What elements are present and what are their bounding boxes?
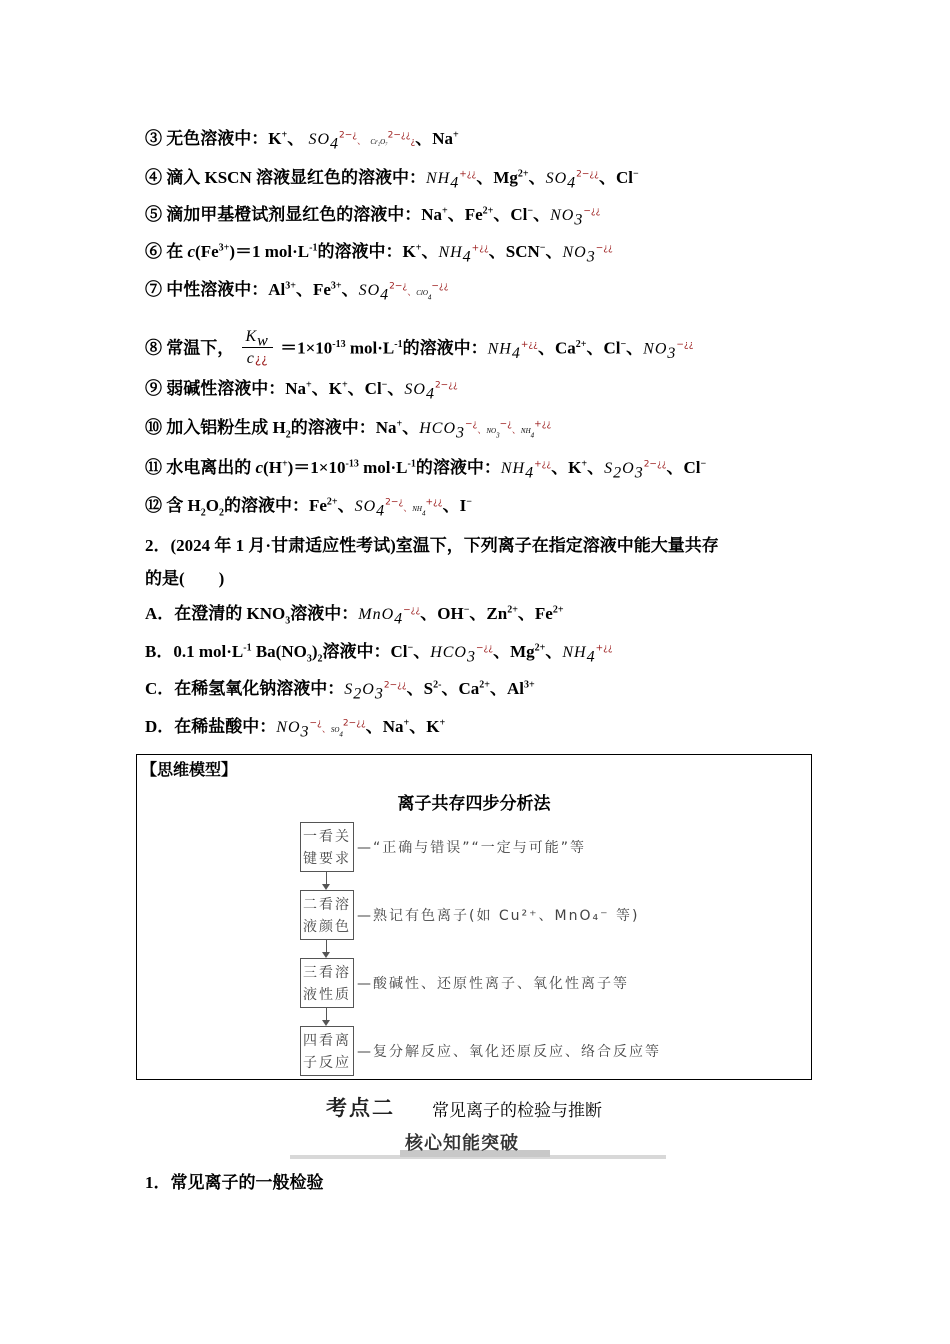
line-3: ③ 无色溶液中：K+、 $SO_4^{2-¿}$、 Cr₂O₇$^{2-¿¿}$¿、Na+ [145, 129, 459, 153]
subheading-1: 1．常见离子的一般检验 [145, 1173, 324, 1192]
core-heading: 核心知能突破 [405, 1133, 519, 1154]
step-1: 一看关 键要求 [300, 822, 354, 872]
line-10: ⑩ 加入铝粉生成 $H_2$的溶液中：Na+、$HCO_3^{-¿}$、$NO_3^{-¿}$、$NH_4^{+¿¿}$ [145, 418, 552, 442]
question-2-stem: 2．(2024 年 1 月·甘肃适应性考试)室温下，下列离子在指定溶液中能大量共存 [145, 536, 719, 555]
step-4: 四看离 子反应 [300, 1026, 354, 1076]
line-8: ⑧ 常温下， $\frac{K_w}{c¿¿}$ $=1\times 10^{-13}$ $mol\cdot L^{-1}$的溶液中：$NH_4^{+¿¿}$、$Ca^{2+}$、Cl−、$NO_3^{-¿¿}$ [145, 328, 694, 367]
step-3: 三看溶 液性质 [300, 958, 354, 1008]
line-5: ⑤ 滴加甲基橙试剂显红色的溶液中：Na+、$Fe^{2+}$、Cl−、$NO_3^{-¿¿}$ [145, 205, 601, 229]
step-4-desc: —复分解反应、氧化还原反应、络合反应等 [357, 1044, 661, 1060]
option-d: D．在稀盐酸中：$NO_3^{-¿}$、$SO_4^{2-¿¿}$、Na+、K+ [145, 717, 446, 741]
line-4: ④ 滴入 KSCN 溶液显红色的溶液中：$NH_4^{+¿¿}$、$Mg^{2+}$、$SO_4^{2-¿¿}$、Cl− [145, 168, 639, 192]
option-a: A．在澄清的 $KNO_3$溶液中：MnO$_4$−¿¿、OH−、$Zn^{2+}$、$Fe^{2+}$ [145, 604, 564, 628]
line-7: ⑦ 中性溶液中：$Al^{3+}$、$Fe^{3+}$、$SO_4^{2-¿}$、ClO$_4$−¿¿ [145, 280, 449, 304]
section-tag: 考点二 [326, 1096, 395, 1120]
line-11: ⑪ 水电离出的 $c(H^+)=1\times 10^{-13}$ $mol\cdot L^{-1}$的溶液中：$NH_4^{+¿¿}$、K+、$S_2O_3^{2-¿¿}$、Cl− [145, 458, 707, 482]
step-2: 二看溶 液颜色 [300, 890, 354, 940]
question-2-stem-cont: 的是( ) [145, 569, 225, 588]
step-2-desc: —熟记有色离子(如 Cu²⁺、MnO₄⁻ 等) [357, 908, 640, 924]
option-c: C．在稀氢氧化钠溶液中：$S_2O_3^{2-¿¿}$、$S^{2-}$、$Ca^{2+}$、$Al^{3+}$ [145, 679, 535, 703]
section-title: 常见离子的检验与推断 [432, 1101, 602, 1121]
step-1-desc: —“正确与错误”“一定与可能”等 [357, 840, 587, 856]
step-3-desc: —酸碱性、还原性离子、氧化性离子等 [357, 976, 629, 992]
option-b: B．0.1 $mol\cdot L^{-1}$ $Ba(NO_3)_2$溶液中：Cl−、$HCO_3^{-¿¿}$、$Mg^{2+}$、$NH_4^{+¿¿}$ [145, 642, 613, 666]
box-title: 离子共存四步分析法 [397, 794, 551, 814]
line-12: ⑫ 含 $H_2O_2$的溶液中：$Fe^{2+}$、$SO_4^{2-¿}$、$NH_4^{+¿¿}$、I− [145, 496, 472, 520]
line-9: ⑨ 弱碱性溶液中：Na+、K+、Cl−、$SO_4^{2-¿¿}$ [145, 379, 458, 403]
box-label: 【思维模型】 [141, 760, 238, 779]
line-6: ⑥ 在 $c(Fe^{3+})=1$ $mol\cdot L^{-1}$的溶液中：K+、$NH_4^{+¿¿}$、SCN−、$NO_3^{-¿¿}$ [145, 242, 613, 266]
thinking-model-box [136, 754, 812, 1080]
